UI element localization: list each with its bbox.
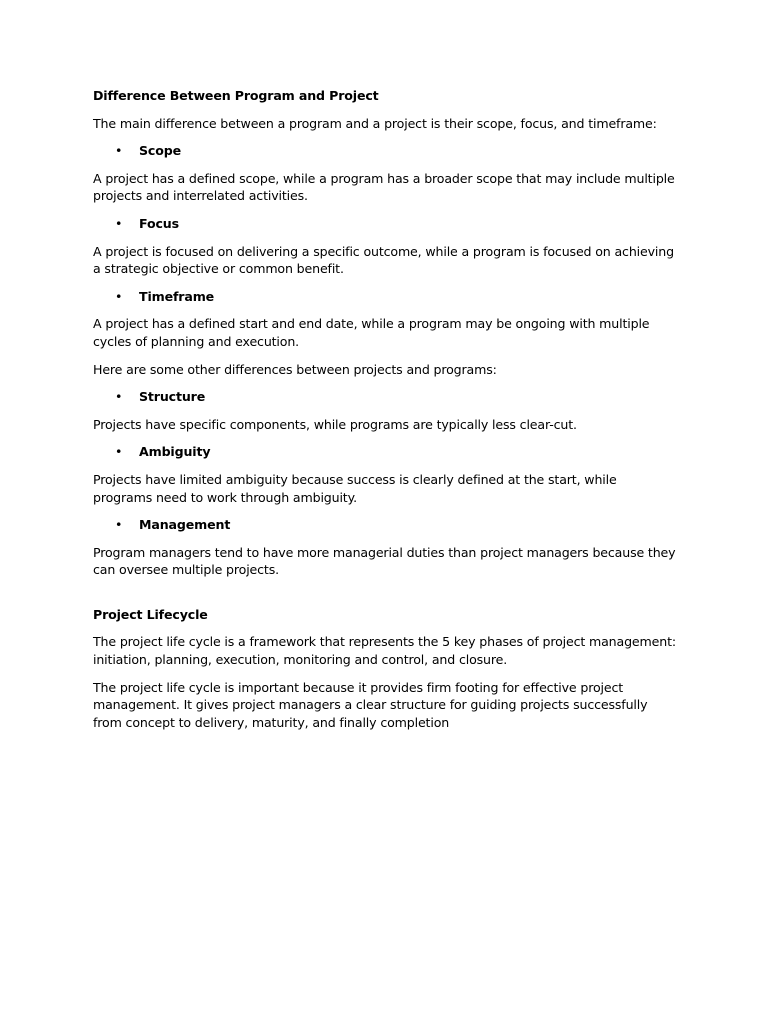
structure-paragraph: Projects have specific components, while programs are typically less clear-cut.	[93, 416, 577, 432]
scope-paragraph: A project has a defined scope, while a program has a broader scope that may include multiple projects and interrelated activities.	[93, 170, 675, 204]
bullet-label: Scope	[139, 143, 181, 159]
intro-paragraph: The main difference between a program and a project is their scope, focus, and timeframe:	[93, 115, 657, 131]
bullet-structure	[93, 388, 678, 406]
bullet-label: Ambiguity	[139, 444, 211, 460]
bullet-icon: •	[115, 288, 123, 304]
ambiguity-paragraph: Projects have limited ambiguity because success is clearly defined at the start, while programs need to work through ambiguity.	[93, 471, 617, 505]
bullet-focus	[93, 215, 678, 233]
other-differences-paragraph: Here are some other differences between projects and programs:	[93, 361, 497, 377]
bullet-label: Management	[139, 517, 231, 533]
section-title-program-vs-project: Difference Between Program and Project	[93, 88, 379, 103]
lifecycle-paragraph-2: The project life cycle is important because it provides firm footing for effective project management. It gives project managers a clear structure for guiding projects successfully from concept to delivery, maturity, and finally completion	[93, 679, 648, 730]
bullet-label: Timeframe	[139, 288, 215, 304]
bullet-ambiguity	[93, 443, 678, 461]
bullet-management	[93, 516, 678, 534]
section-title-project-lifecycle: Project Lifecycle	[93, 606, 208, 622]
bullet-label: Focus	[139, 215, 179, 231]
lifecycle-paragraph-1: The project life cycle is a framework that represents the 5 key phases of project management: initiation, planning, execution, monitoring and control, and closure.	[93, 634, 676, 668]
focus-paragraph: A project is focused on delivering a specific outcome, while a program is focused on achieving a strategic objective or common benefit.	[93, 243, 674, 277]
bullet-icon: •	[115, 215, 123, 231]
bullet-label: Structure	[139, 389, 206, 405]
bullet-icon: •	[115, 389, 123, 405]
bullet-icon: •	[115, 143, 123, 159]
bullet-icon: •	[115, 517, 123, 533]
bullet-timeframe	[93, 288, 678, 306]
management-paragraph: Program managers tend to have more managerial duties than project managers because they can oversee multiple projects.	[93, 544, 676, 578]
bullet-scope	[93, 142, 678, 160]
section-spacer	[93, 589, 678, 606]
timeframe-paragraph: A project has a defined start and end date, while a program may be ongoing with multiple cycles of planning and execution.	[93, 316, 650, 349]
bullet-icon: •	[115, 444, 123, 460]
document-body	[93, 87, 678, 741]
